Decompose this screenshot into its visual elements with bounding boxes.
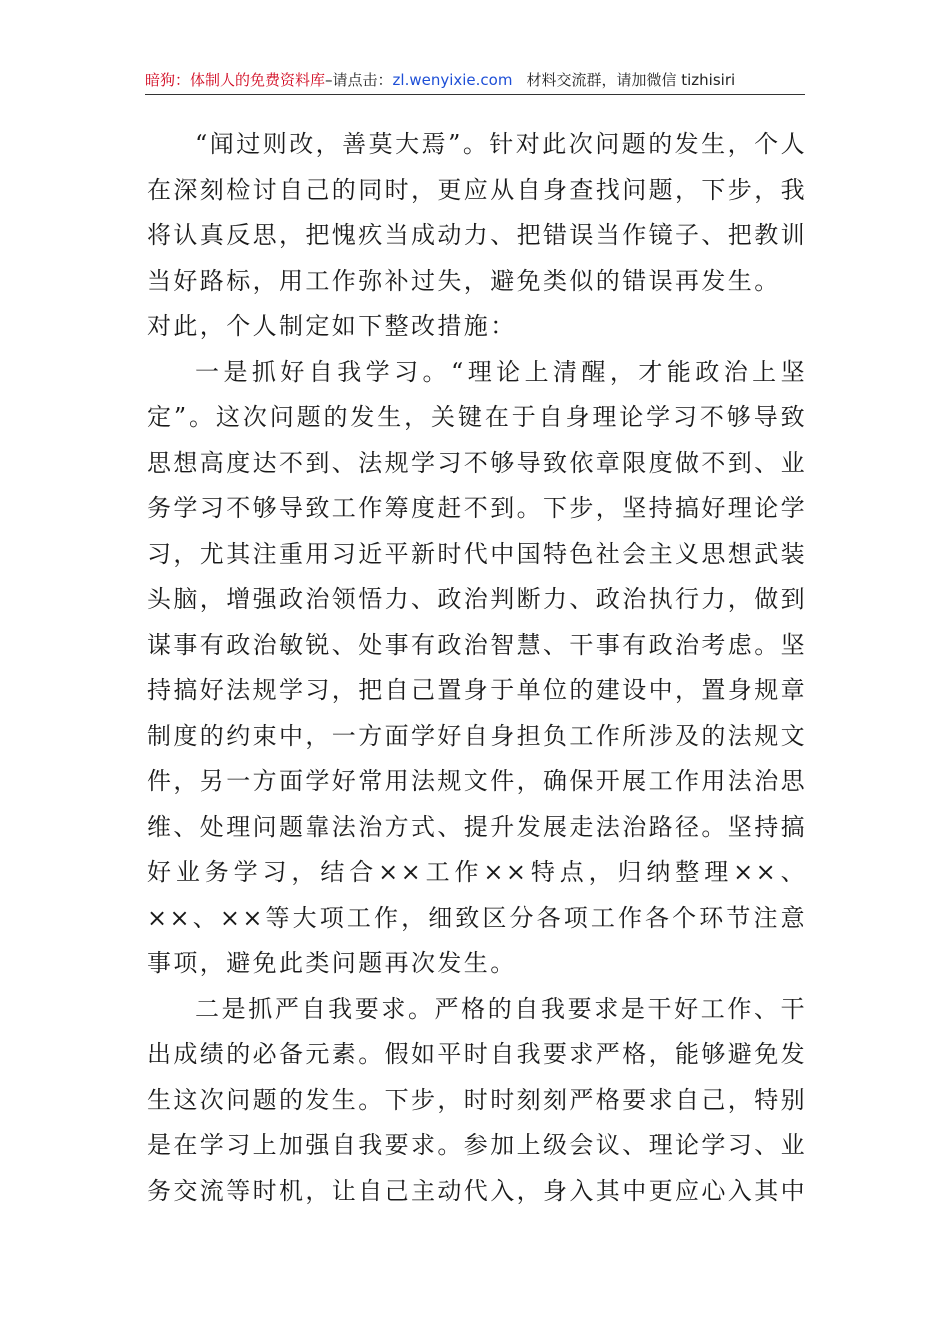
header-url-link[interactable]: zl.wenyixie.com <box>392 71 513 89</box>
paragraph-3: 一是抓好自我学习。“理论上清醒，才能政治上坚定”。这次问题的发生，关键在于自身理论学习不够导致思想高度达不到、法规学习不够导致依章限度做不到、业务学习不够导致工作筹度赶不到。下步，坚持搞好理论学习，尤其注重用习近平新时代中国特色社会主义思想武装头脑，增强政治领悟力、政治判断力、政治执行力，做到谋事有政治敏锐、处事有政治智慧、干事有政治考虑。坚持搞好法规学习，把自己置身于单位的建设中，置身规章制度的约束中，一方面学好自身担负工作所涉及的法规文件，另一方面学好常用法规文件，确保开展工作用法治思维、处理问题靠法治方式、提升发展走法治路径。坚持搞好业务学习，结合××工作××特点，归纳整理××、××、××等大项工作，细致区分各项工作各个环节注意事项，避免此类问题再次发生。 <box>147 357 807 977</box>
document-body <box>147 122 807 1214</box>
page-header <box>145 66 805 95</box>
header-separator: –请点击： <box>325 71 393 89</box>
paragraph-4: 二是抓严自我要求。严格的自我要求是干好工作、干出成绩的必备元素。假如平时自我要求严格，能够避免发生这次问题的发生。下步，时时刻刻严格要求自己，特别是在学习上加强自我要求。参加上级会议、理论学习、业务交流等时机，让自己主动代入，身入其中更应心入其中 <box>147 994 807 1205</box>
paragraph-1: “闻过则改，善莫大焉”。针对此次问题的发生，个人在深刻检讨自己的同时，更应从自身查找问题，下步，我将认真反思，把愧疚当成动力、把错误当作镜子、把教训当好路标，用工作弥补过失，避免类似的错误再发生。 <box>147 130 807 295</box>
header-brand[interactable]: 暗狗：体制人的免费资料库 <box>145 71 326 89</box>
paragraph-2: 对此，个人制定如下整改措施： <box>147 312 517 340</box>
header-contact: 材料交流群，请加微信 tizhisiri <box>526 71 736 89</box>
